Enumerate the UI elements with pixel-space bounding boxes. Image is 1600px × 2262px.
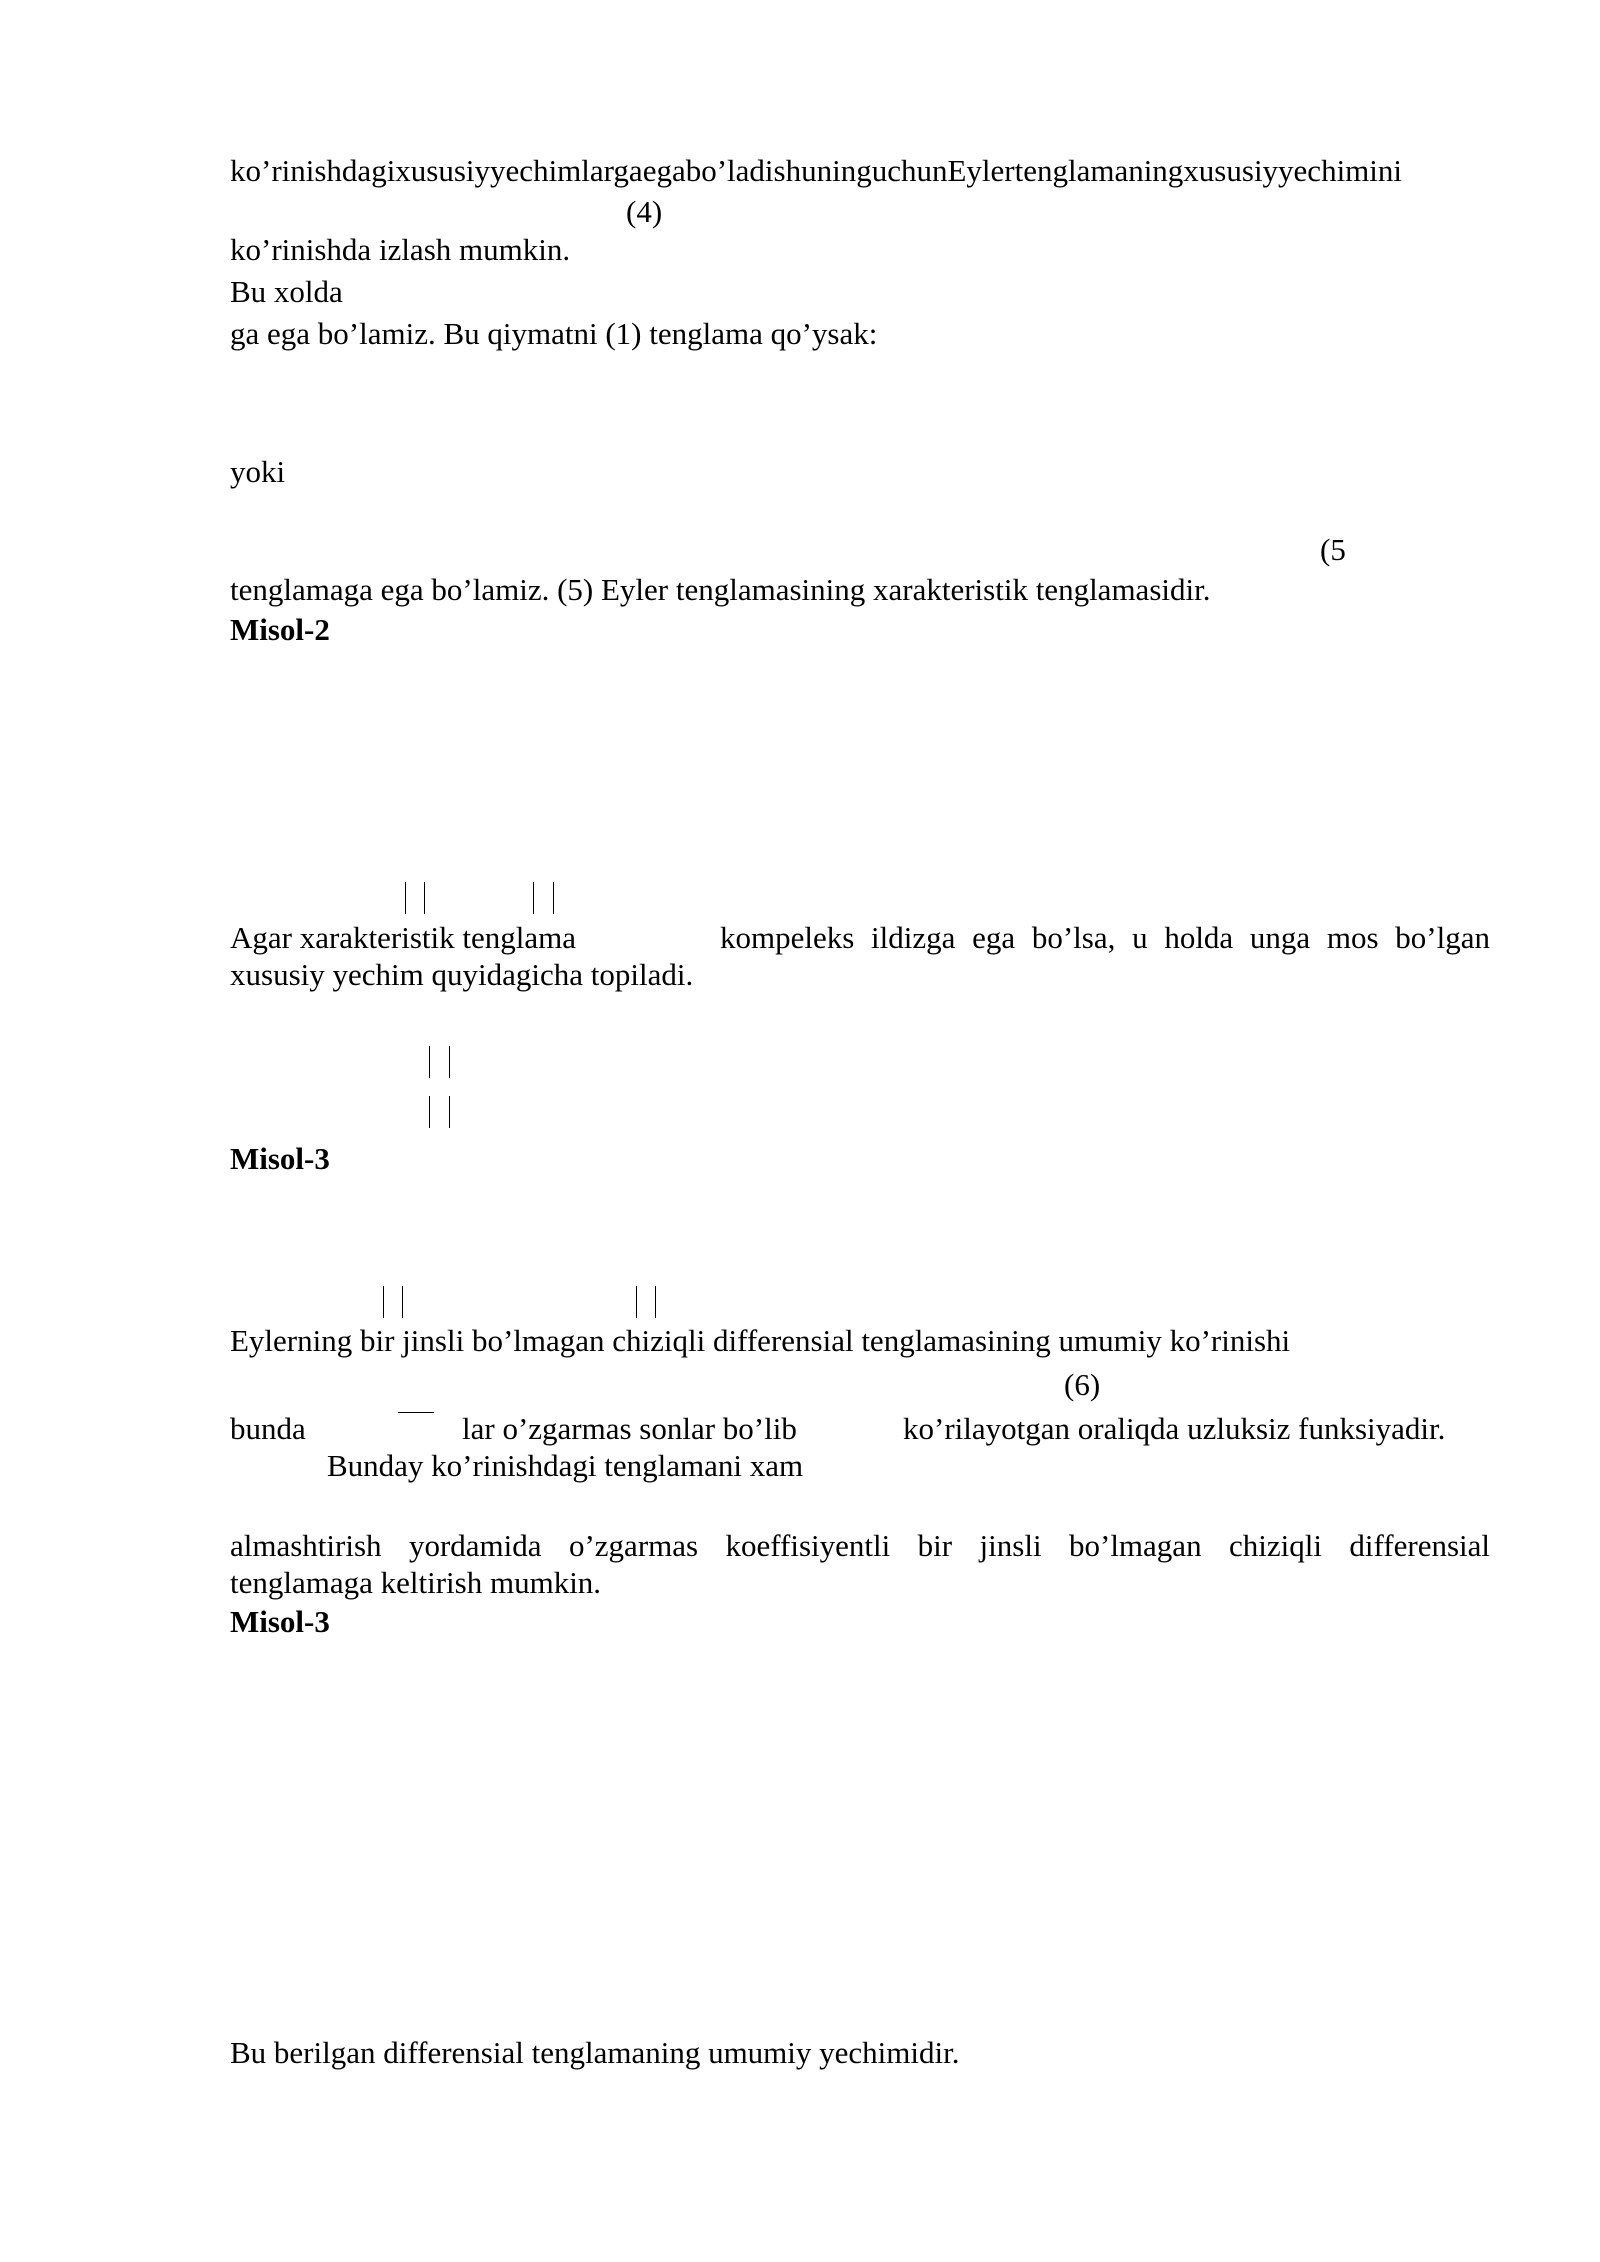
formula-bar [449, 1096, 450, 1128]
text-line-9: Eylerning bir jinsli bo’lmagan chiziqli differensial tenglamasining umumiy ko’rinishi [230, 1323, 1291, 1358]
equation-number-6: (6) [1064, 1367, 1101, 1402]
equation-number-5: (5 [1320, 532, 1346, 567]
text-line-7a: Agar xarakteristik tenglama [230, 920, 577, 955]
text-line-3: Bu xolda [230, 274, 343, 309]
text-line-10a: bunda [230, 1411, 306, 1446]
text-line-12: almashtirish yordamida o’zgarmas koeffisiyentli bir jinsli bo’lmagan chiziqli differensial [230, 1528, 1490, 1563]
formula-bar [424, 882, 425, 914]
heading-misol-2: Misol-2 [230, 612, 330, 647]
text-line-4: ga ega bo’lamiz. Bu qiymatni (1) tenglama qo’ysak: [230, 316, 878, 351]
formula-overline [398, 1412, 434, 1413]
text-line-2: ko’rinishda izlash mumkin. [230, 232, 571, 267]
text-line-7b: kompeleks ildizga ega bo’lsa, u holda unga mos bo’lgan [720, 920, 1490, 955]
text-line-1: ko’rinishdagixususiyyechimlargaegabo’ladishuninguchunEylertenglamaningxususiyyechimini [230, 153, 1403, 188]
equation-number-4: (4) [626, 194, 663, 229]
formula-bar [636, 1286, 637, 1318]
formula-bar [449, 1046, 450, 1078]
text-line-5: yoki [230, 454, 286, 489]
text-line-14: Bu berilgan differensial tenglamaning umumiy yechimidir. [230, 2035, 960, 2070]
formula-bar [655, 1286, 656, 1318]
formula-bar [383, 1286, 384, 1318]
text-line-8: xususiy yechim quyidagicha topiladi. [230, 957, 694, 992]
heading-misol-3: Misol-3 [230, 1141, 330, 1176]
text-line-6: tenglamaga ega bo’lamiz. (5) Eyler tenglamasining xarakteristik tenglamasidir. [230, 572, 1211, 607]
formula-bar [402, 1286, 403, 1318]
formula-bar [533, 882, 534, 914]
formula-bar [429, 1046, 430, 1078]
formula-bar [429, 1096, 430, 1128]
text-line-10c: ko’rilayotgan oraliqda uzluksiz funksiyadir. [903, 1411, 1446, 1446]
text-line-10b: lar o’zgarmas sonlar bo’lib [462, 1411, 797, 1446]
text-line-11: Bunday ko’rinishdagi tenglamani xam [327, 1448, 804, 1483]
heading-misol-3-second: Misol-3 [230, 1604, 330, 1639]
formula-bar [405, 882, 406, 914]
formula-bar [553, 882, 554, 914]
text-line-13: tenglamaga keltirish mumkin. [230, 1565, 602, 1600]
